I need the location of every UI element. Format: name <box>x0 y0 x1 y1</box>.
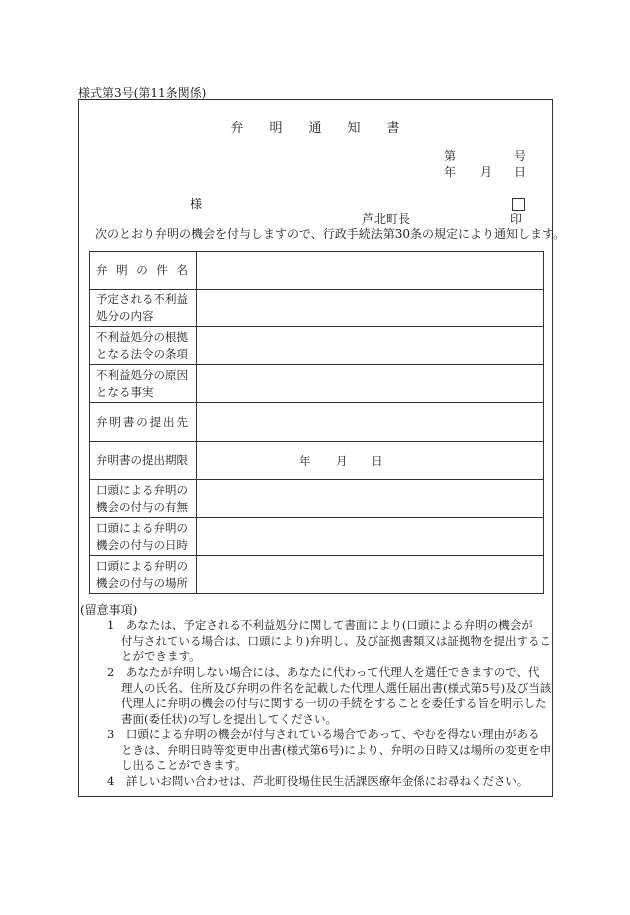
label-char: の <box>136 263 148 278</box>
note-line: 3 口頭による弁明の機会が付与されている場合であって、やむを得ない理由がある <box>107 727 540 741</box>
table-row <box>90 252 544 290</box>
deadline-month: 月 <box>336 453 348 468</box>
label-char: 件 <box>156 263 168 278</box>
row-label <box>90 403 197 442</box>
label-char: 弁 <box>96 414 108 429</box>
submission-deadline-field[interactable] <box>197 442 544 480</box>
note-line: 書面(委任状)の写しを提出してください。 <box>121 711 337 726</box>
legal-basis-field[interactable] <box>197 327 544 365</box>
date-month: 月 <box>480 165 493 179</box>
form-number: 様式第3号(第11条関係) <box>78 86 207 100</box>
label-line: 口頭による弁明の <box>96 482 188 497</box>
issuer-name: 芦北町長 <box>362 212 411 226</box>
title-char: 書 <box>386 121 400 136</box>
date-year: 年 <box>444 165 457 179</box>
label-char: 出 <box>163 414 175 429</box>
row-label <box>90 252 197 290</box>
label-line: 機会の付与の場所 <box>96 575 188 590</box>
note-line: 代理人に弁明の機会の付与に関する一切の手続をすることを委任する旨を明示した <box>121 696 547 710</box>
label-line: 口頭による弁明の <box>96 520 188 535</box>
title-char: 明 <box>269 121 283 136</box>
table-row <box>90 556 544 594</box>
note-line: 2 あなたが弁明しない場合には、あなたに代わって代理人を選任できますので、代 <box>107 665 540 679</box>
note-line: 理人の氏名、住所及び弁明の件名を記載した代理人選任届出書(様式第5号)及び当該 <box>121 680 552 695</box>
row-label: 弁明書の提出期限 <box>90 442 197 480</box>
row-label <box>90 480 197 518</box>
number-suffix: 号 <box>514 149 527 163</box>
label-char: の <box>136 414 148 429</box>
note-line: 1 あなたは、予定される不利益処分に関して書面により(口頭による弁明の機会が <box>107 618 533 632</box>
table-row <box>90 518 544 556</box>
row-label <box>90 365 197 403</box>
label-char: 書 <box>122 414 135 429</box>
note-line: 付与されている場合は、口頭により)弁明し、及び証拠書類又は証拠物を提出するこ <box>121 633 551 648</box>
oral-hearing-place-field[interactable] <box>197 556 544 594</box>
note-line: とができます。 <box>121 649 201 663</box>
document-title <box>0 117 630 136</box>
table-row <box>90 480 544 518</box>
label-char: 提 <box>149 414 162 429</box>
deadline-day: 日 <box>371 453 383 468</box>
label-line: 口頭による弁明の <box>96 558 188 573</box>
deadline-year: 年 <box>299 453 311 468</box>
case-name-field[interactable] <box>197 252 544 290</box>
title-char: 弁 <box>230 121 244 136</box>
notes-heading: (留意事項) <box>80 603 138 617</box>
label-line: 機会の付与の有無 <box>96 499 188 514</box>
date-day: 日 <box>514 165 527 179</box>
label-line: となる法令の条項 <box>96 346 188 361</box>
note-line: ときは、弁明日時等変更申出書(様式第6号)により、弁明の日時又は場所の変更を申 <box>121 742 552 757</box>
label-char: 先 <box>176 414 188 429</box>
table-row <box>90 290 544 327</box>
label-char: 明 <box>109 414 121 429</box>
cause-facts-field[interactable] <box>197 365 544 403</box>
label-line: 処分の内容 <box>96 309 154 323</box>
oral-hearing-datetime-field[interactable] <box>197 518 544 556</box>
row-label <box>90 290 197 327</box>
title-char: 通 <box>308 121 322 136</box>
submission-destination-field[interactable] <box>197 403 544 442</box>
row-label <box>90 518 197 556</box>
label-line: となる事実 <box>96 384 154 399</box>
label-char: 名 <box>176 263 188 278</box>
row-label <box>90 556 197 594</box>
title-char: 知 <box>347 121 361 136</box>
label-char: 明 <box>116 263 128 278</box>
label-char: 弁 <box>96 263 108 278</box>
table-row <box>90 442 544 480</box>
label-line: 予定される不利益 <box>96 292 188 307</box>
notice-table <box>89 251 544 594</box>
document-number-line <box>444 147 527 164</box>
table-row <box>90 403 544 442</box>
note-line: し出ることができます。 <box>121 758 247 772</box>
addressee-suffix: 様 <box>190 197 203 211</box>
seal-mark: 印 <box>510 212 523 226</box>
table-row <box>90 365 544 403</box>
number-prefix: 第 <box>444 149 457 163</box>
intro-text: 次のとおり弁明の機会を付与しますので、行政手続法第30条の規定により通知します。 <box>95 227 566 241</box>
oral-hearing-availability-field[interactable] <box>197 480 544 518</box>
label-line: 不利益処分の原因 <box>96 367 188 382</box>
table-row <box>90 327 544 365</box>
label-line: 不利益処分の根拠 <box>96 329 188 344</box>
note-line: 4 詳しいお問い合わせは、芦北町役場住民生活課医療年金係にお尋ねください。 <box>107 774 529 788</box>
disposition-content-field[interactable] <box>197 290 544 327</box>
row-label <box>90 327 197 365</box>
label-line: 機会の付与の日時 <box>96 537 188 552</box>
